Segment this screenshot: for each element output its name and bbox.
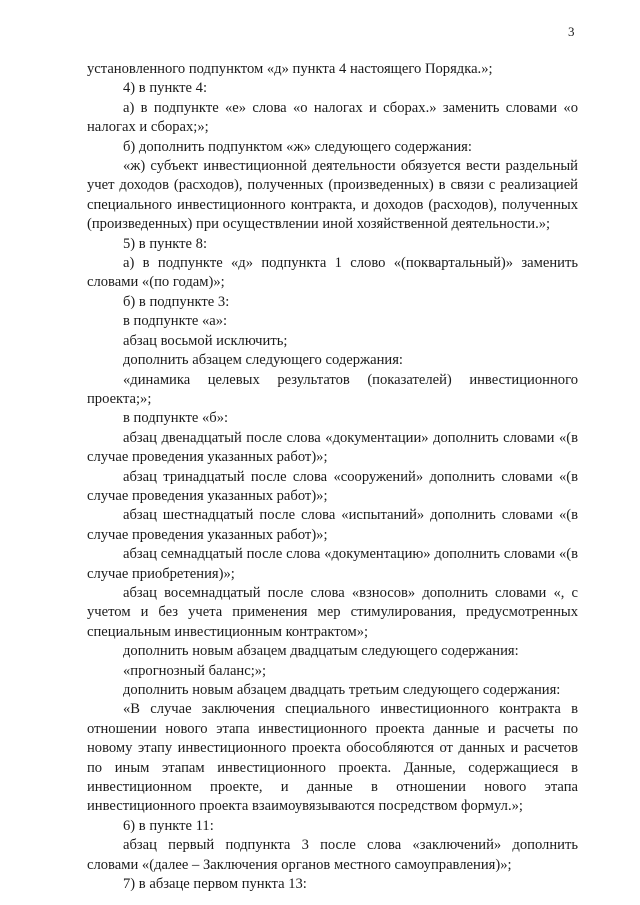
paragraph: в подпункте «б»: — [123, 410, 229, 427]
page-number: 3 — [568, 24, 575, 39]
paragraph: а) в подпункте «е» слова «о налогах и сборах.» заменить словами «о налогах и сборах;»; — [87, 99, 578, 136]
paragraph: 5) в пункте 8: — [123, 235, 208, 252]
paragraph: дополнить абзацем следующего содержания: — [123, 352, 403, 369]
paragraph: «ж) субъект инвестиционной деятельности обязуется вести раздельный учет доходов (расходов), полученных (произведенных) в связи с реализацией специального инвестиционного контракта, и доходов (расходов), полученных (произведенных) при осуществлении иной хозяйственной деятельности.»; — [87, 158, 578, 233]
paragraph: абзац тринадцатый после слова «сооружений» дополнить словами «(в случае проведения указанных работ)»; — [87, 468, 578, 504]
paragraph: «прогнозный баланс;»; — [123, 662, 267, 679]
paragraph: дополнить новым абзацем двадцать третьим следующего содержания: — [123, 682, 561, 698]
paragraph: абзац первый подпункта 3 после слова «заключений» дополнить словами «(далее – Заключения органов местного самоуправления)»; — [87, 837, 578, 873]
paragraph: 6) в пункте 11: — [123, 817, 214, 834]
paragraph: «В случае заключения специального инвестиционного контракта в отношении нового этапа инвестиционного проекта данные и расчеты по новому этапу инвестиционного проекта обособляются от данных и расчетов по иным этапам инвестиционного проекта. Данные, содержащиеся в инвестиционном проекте, и данные в отношении нового этапа инвестиционного проекта взаимоувязываются посредством формул.»; — [87, 701, 578, 815]
paragraph: 7) в абзаце первом пункта 13: — [123, 876, 307, 893]
paragraph: б) в подпункте 3: — [123, 293, 230, 310]
paragraph: абзац семнадцатый после слова «документацию» дополнить словами «(в случае приобретения)»; — [87, 546, 578, 582]
paragraph: дополнить новым абзацем двадцатым следующего содержания: — [123, 643, 519, 660]
paragraph: абзац восемнадцатый после слова «взносов» дополнить словами «, с учетом и без учета применения мер стимулирования, предусмотренных специальным инвестиционным контрактом»; — [87, 584, 578, 640]
document-body — [87, 60, 578, 894]
paragraph: абзац восьмой исключить; — [123, 332, 288, 349]
paragraph: установленного подпунктом «д» пункта 4 настоящего Порядка.»; — [87, 61, 493, 77]
paragraph: абзац шестнадцатый после слова «испытаний» дополнить словами «(в случае проведения указанных работ)»; — [87, 507, 578, 543]
paragraph: абзац двенадцатый после слова «документации» дополнить словами «(в случае проведения указанных работ)»; — [87, 429, 578, 466]
paragraph: 4) в пункте 4: — [123, 80, 208, 97]
paragraph: а) в подпункте «д» подпункта 1 слово «(поквартальный)» заменить словами «(по годам)»; — [87, 255, 578, 291]
paragraph: в подпункте «а»: — [123, 313, 228, 330]
paragraph: «динамика целевых результатов (показателей) инвестиционного проекта;»; — [87, 371, 578, 407]
paragraph: б) дополнить подпунктом «ж» следующего содержания: — [123, 138, 472, 155]
